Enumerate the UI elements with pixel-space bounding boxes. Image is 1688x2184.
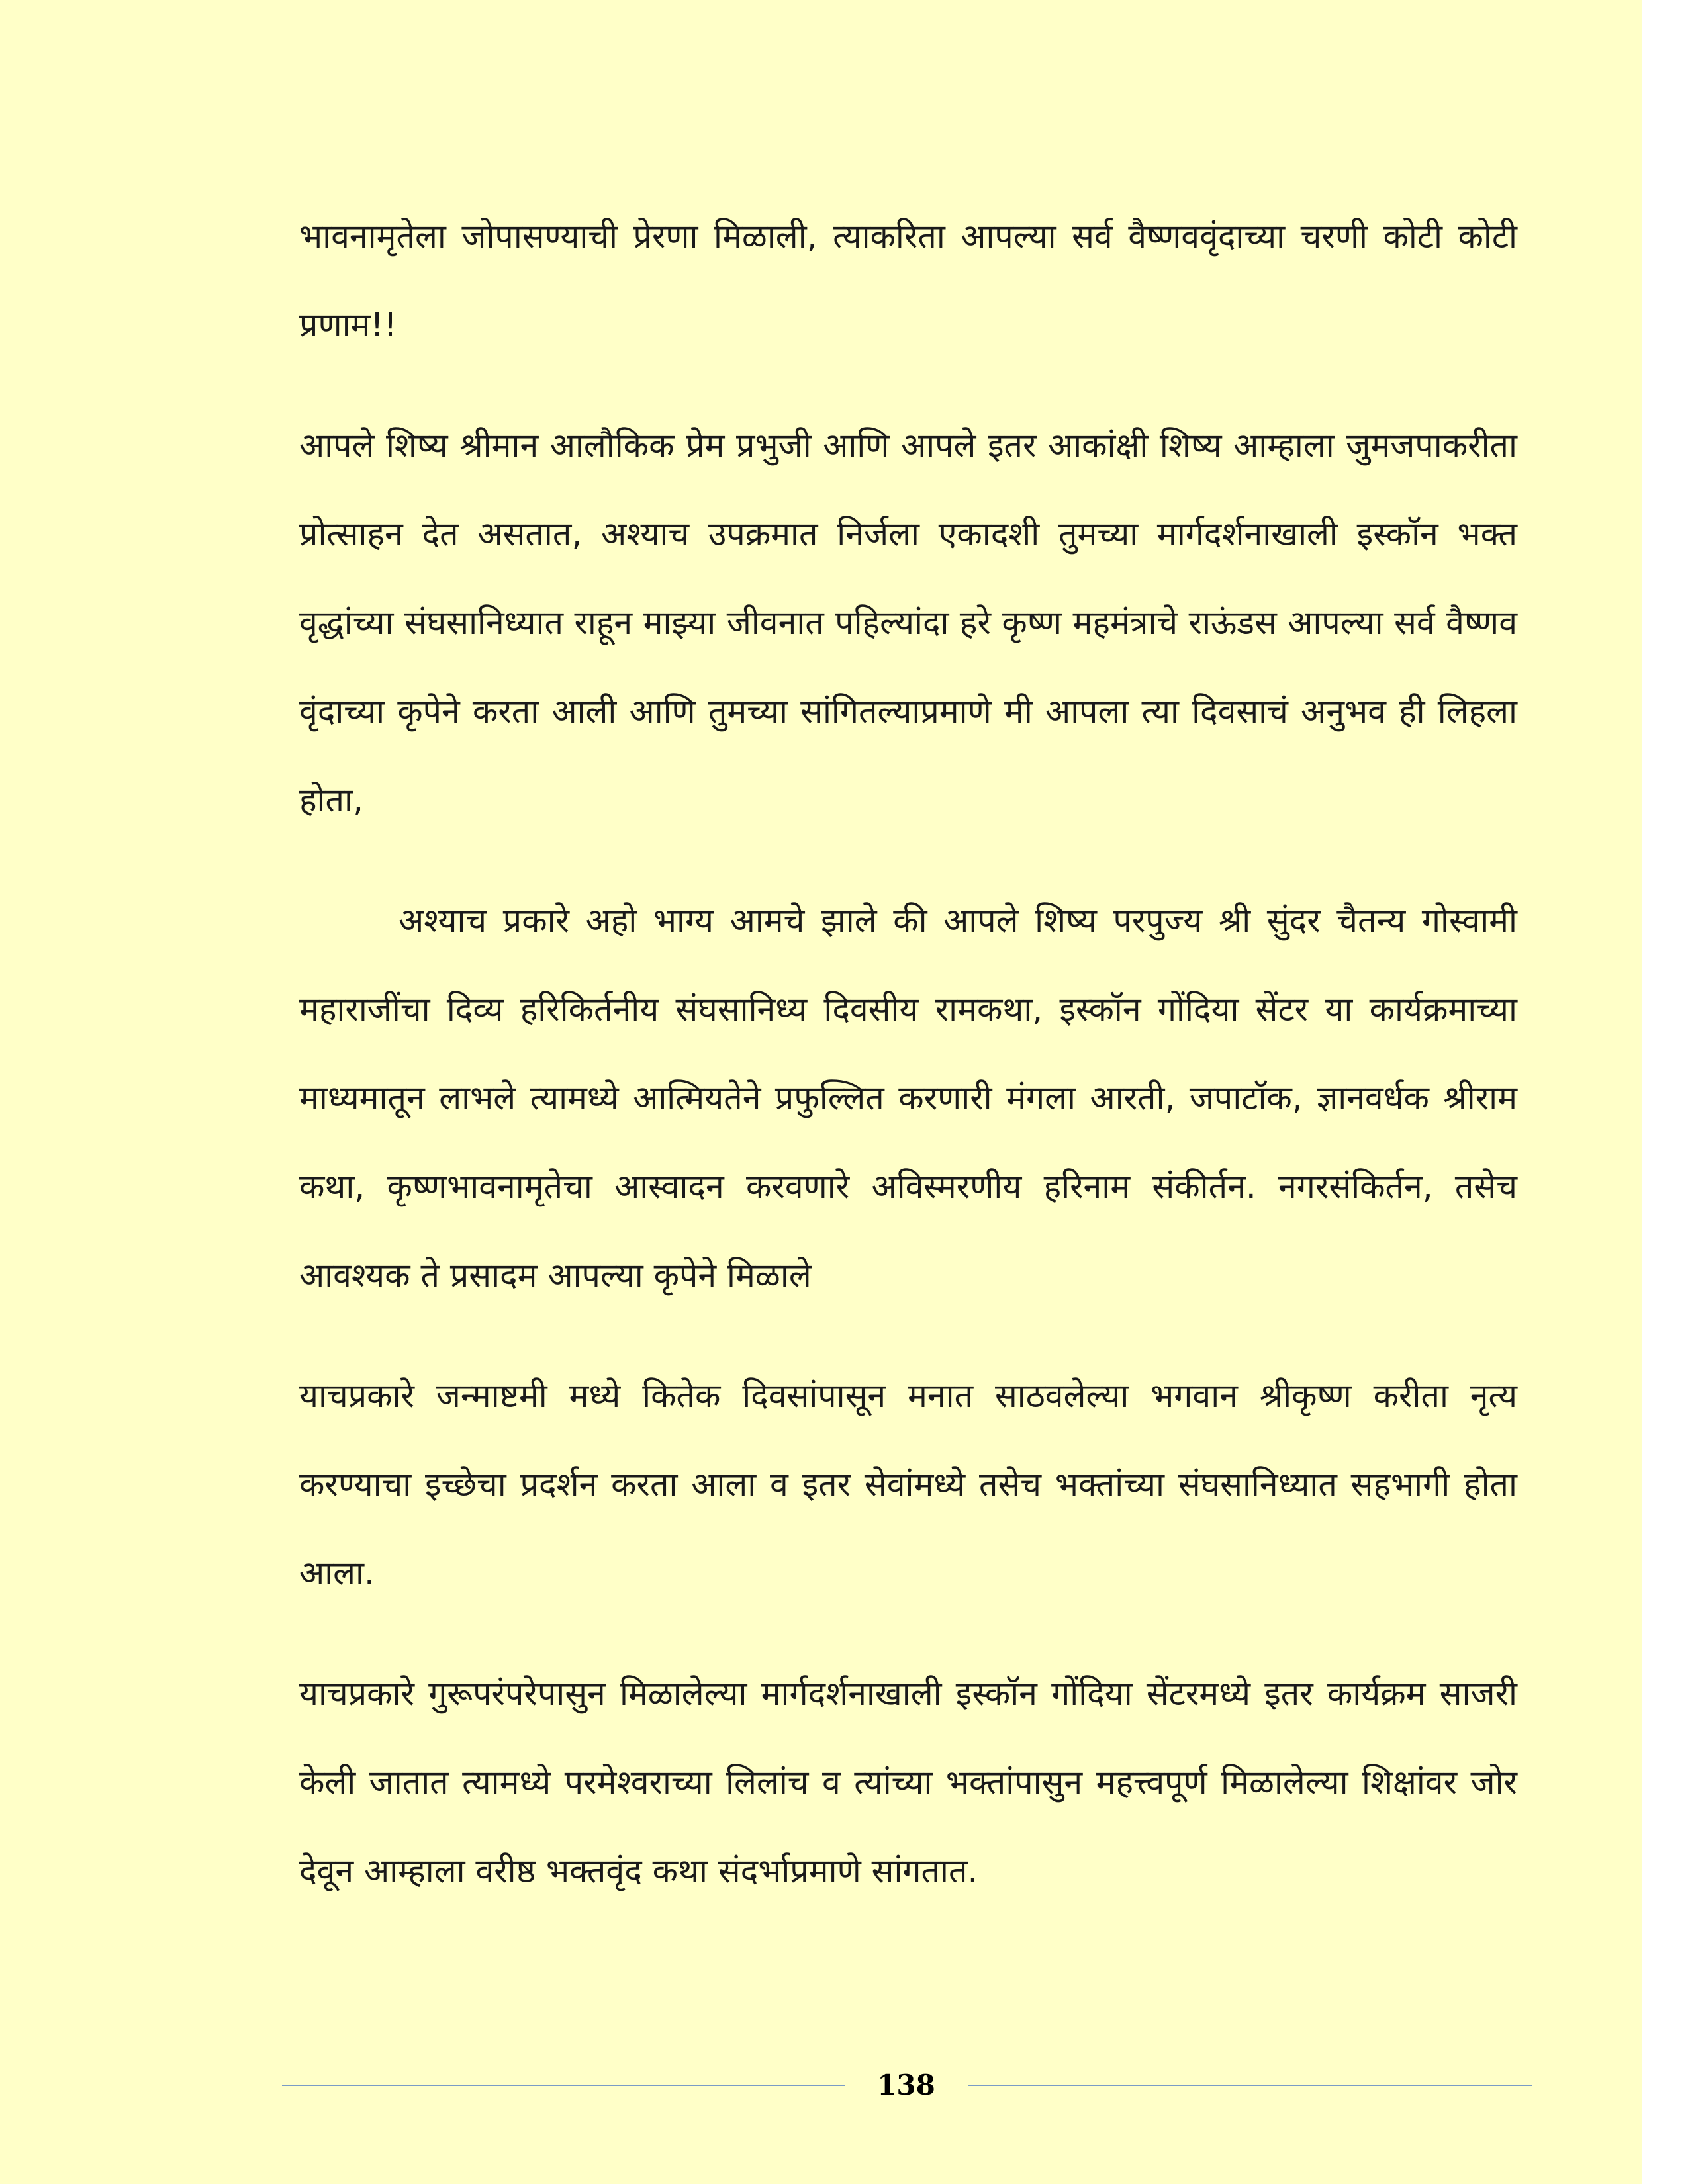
paragraph-1: भावनामृतेला जोपासण्याची प्रेरणा मिळाली, त्याकरिता आपल्या सर्व वैष्णववृंदाच्या चरणी कोटी कोटी प्रणाम!!: [299, 217, 1517, 344]
paragraph-2: आपले शिष्य श्रीमान आलौकिक प्रेम प्रभुजी आणि आपले इतर आकांक्षी शिष्य आम्हाला जुमजपाकरीता प्रोत्साहन देत असतात, अश्याच उपक्रमात निर्जला एकादशी तुमच्या मार्गदर्शनाखाली इस्कॉन भक्त वृद्धांच्या संघसानिध्यात राहून माझ्या जीवनात पहिल्यांदा हरे कृष्ण महमंत्राचे राऊंडस आपल्या सर्व वैष्णव वृंदाच्या कृपेने करता आली आणि तुमच्या सांगितल्याप्रमाणे मी आपला त्या दिवसाचं अनुभव ही लिहला होता,: [299, 426, 1517, 819]
paragraph-4: याचप्रकारे जन्माष्टमी मध्ये कितेक दिवसांपासून मनात साठवलेल्या भगवान श्रीकृष्ण करीता नृत्य करण्याचा इच्छेचा प्रदर्शन करता आला व इतर सेवांमध्ये तसेच भक्तांच्या संघसानिध्यात सहभागी होता आला.: [299, 1377, 1517, 1592]
page-number: 138: [877, 2069, 935, 2101]
page-footer: [282, 2064, 1532, 2107]
body-text: [299, 192, 1517, 1947]
footer-rule-left: [282, 2085, 845, 2086]
footer-rule-right: [968, 2085, 1532, 2086]
paragraph-5: याचप्रकारे गुरूपरंपरेपासुन मिळालेल्या मार्गदर्शनाखाली इस्कॉन गोंदिया सेंटरमध्ये इतर कार्यक्रम साजरी केली जातात त्यामध्ये परमेश्वराच्या लिलांच व त्यांच्या भक्तांपासुन महत्त्वपूर्ण मिळालेल्या शिक्षांवर जोर देवून आम्हाला वरीष्ठ भक्तवृंद कथा संदर्भाप्रमाणे सांगतात.: [299, 1674, 1517, 1890]
paragraph-3: अश्याच प्रकारे अहो भाग्य आमचे झाले की आपले शिष्य परपुज्य श्री सुंदर चैतन्य गोस्वामी महाराजींचा दिव्य हरिकिर्तनीय संघसानिध्य दिवसीय रामकथा, इस्कॉन गोंदिया सेंटर या कार्यक्रमाच्या माध्यमातून लाभले त्यामध्ये आत्मियतेने प्रफुल्लित करणारी मंगला आरती, जपाटॉक, ज्ञानवर्धक श्रीराम कथा, कृष्णभावनामृतेचा आस्वादन करवणारे अविस्मरणीय हरिनाम संकीर्तन. नगरसंकिर्तन, तसेच आवश्यक ते प्रसादम आपल्या कृपेने मिळाले: [299, 901, 1517, 1295]
